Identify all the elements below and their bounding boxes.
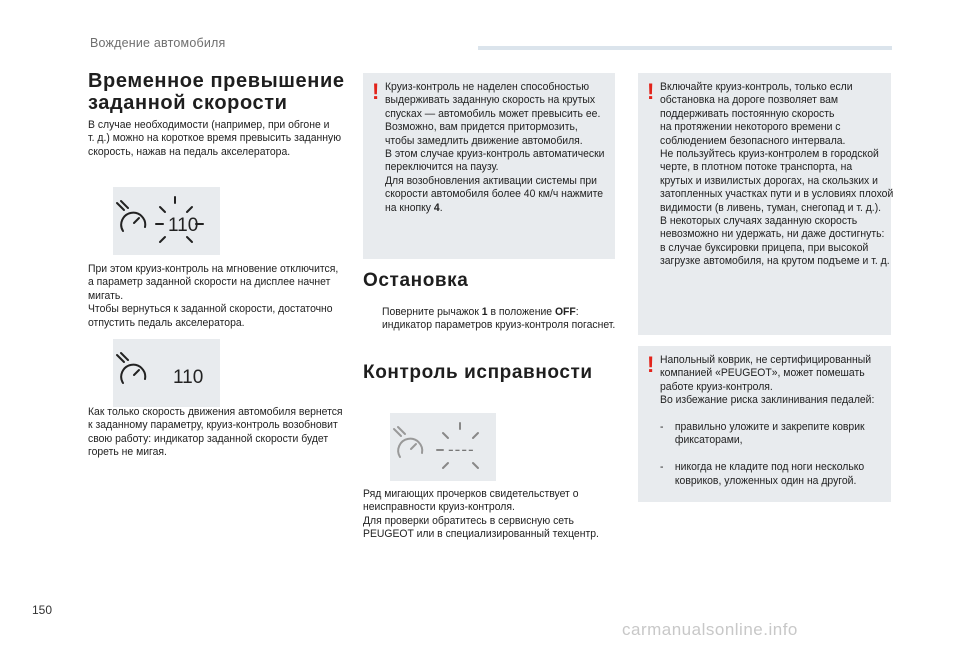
display-figure-flashing	[113, 187, 220, 255]
floor-mat-warning-content	[660, 354, 915, 501]
lever-position: 1	[481, 306, 488, 318]
list-item	[660, 421, 897, 448]
usage-warning-text: Включайте круиз-контроль, только если обстановка на дороге позволяет вам поддерживать постоянную скорость на протяжении некоторого времени с соблюдением безопасного интервала. Не пользуйтесь круиз-контролем в городской черте, в плотном потоке транспорта, на крутых и извилистых дорогах, на скользких и затопленных участках пути и в условиях плохой видимости (в ливень, туман, снегопад и т. д.). В некоторых случаях заданную скорость невозможно ни удержать, ни даже достигнуть: в случае буксировки прицепа, при высокой загрузке автомобиля, на крутом подъеме и т. д.	[660, 81, 894, 268]
off-label: OFF	[554, 306, 576, 318]
list-item	[660, 461, 897, 488]
warning-text-body: Круиз-контроль не наделен способностью выдерживать заданную скорость на крутых спусках — автомобиль может превысить ее. Возможно, вам придется притормозить, чтобы замедлить движение автомобиля. В этом случае круиз-контроль автоматически переключится на паузу. Для возобновления активации системы при скорости автомобиля более 40 км/ч нажмите на кнопку	[385, 81, 605, 214]
section-fault	[363, 362, 593, 384]
header-divider	[478, 46, 892, 50]
stop-text-c: : индикатор параметров круиз-контроля погаснет.	[382, 306, 616, 332]
warning-icon: !	[372, 79, 380, 104]
bullet-dash: -	[660, 461, 664, 474]
title-line-2: заданной скорости	[88, 92, 288, 114]
display-figure-fault	[390, 413, 496, 481]
warning-text-end: .	[439, 201, 443, 214]
floor-mat-warning-text: Напольный коврик, не сертифицированный компанией «PEUGEOT», может помешать работе круиз-контроля. Во избежание риска заклинивания педалей:	[660, 354, 875, 407]
warning-text	[385, 81, 618, 215]
button-number: 4	[433, 201, 440, 214]
speedometer-icon	[117, 201, 145, 231]
watermark: carmanualsonline.info	[622, 620, 798, 639]
after-figure1-paragraph: При этом круиз-контроль на мгновение отключится, а параметр заданной скорости на дисплее начнет мигать. Чтобы вернуться к заданной скорости, достаточно отпустить педаль акселератора.	[88, 263, 339, 329]
bullet-text: никогда не кладите под ноги несколько ковриков, уложенных один на другой.	[674, 461, 865, 487]
intro-paragraph: В случае необходимости (например, при обгоне и т. д.) можно на короткое время превысить заданную скорость, нажав на педаль акселератора.	[88, 119, 342, 158]
downhill-warning-box	[363, 73, 615, 259]
section-title-stop: Остановка	[363, 270, 469, 291]
warning-icon: !	[647, 79, 655, 104]
stop-text-b: в положение	[487, 306, 555, 318]
warning-icon: !	[647, 352, 655, 377]
speedometer-icon	[394, 427, 422, 457]
speedometer-icon	[117, 353, 145, 383]
chapter-header: Вождение автомобиля	[90, 36, 226, 50]
fault-readout: ----	[448, 440, 475, 459]
bullet-dash: -	[660, 421, 664, 434]
after-figure2-paragraph: Как только скорость движения автомобиля вернется к заданному параметру, круиз-контроль возобновит свою работу: индикатор заданной скорости будет гореть не мигая.	[88, 406, 343, 459]
usage-warning-box	[638, 73, 894, 335]
stop-text-a: Поверните рычажок	[382, 306, 482, 318]
floor-mat-warning-box	[638, 346, 891, 502]
page-number: 150	[32, 603, 53, 617]
section-title-fault: Контроль исправности	[363, 362, 593, 383]
section-stop	[363, 270, 468, 292]
floor-mat-bullet-list	[660, 408, 897, 502]
section-temporary-overspeed	[88, 70, 348, 114]
display-figure-steady	[113, 339, 220, 407]
bullet-text: правильно уложите и закрепите коврик фиксаторами,	[674, 421, 865, 447]
speed-readout: 110	[168, 215, 199, 236]
fault-paragraph: Ряд мигающих прочерков свидетельствует о неисправности круиз-контроля. Для проверки обратитесь в сервисную сеть PEUGEOT или в специализированный техцентр.	[363, 488, 599, 541]
stop-text	[382, 306, 624, 333]
section-title	[88, 70, 348, 114]
speed-readout: 110	[173, 367, 204, 388]
title-line-1: Временное превышение	[88, 70, 345, 92]
